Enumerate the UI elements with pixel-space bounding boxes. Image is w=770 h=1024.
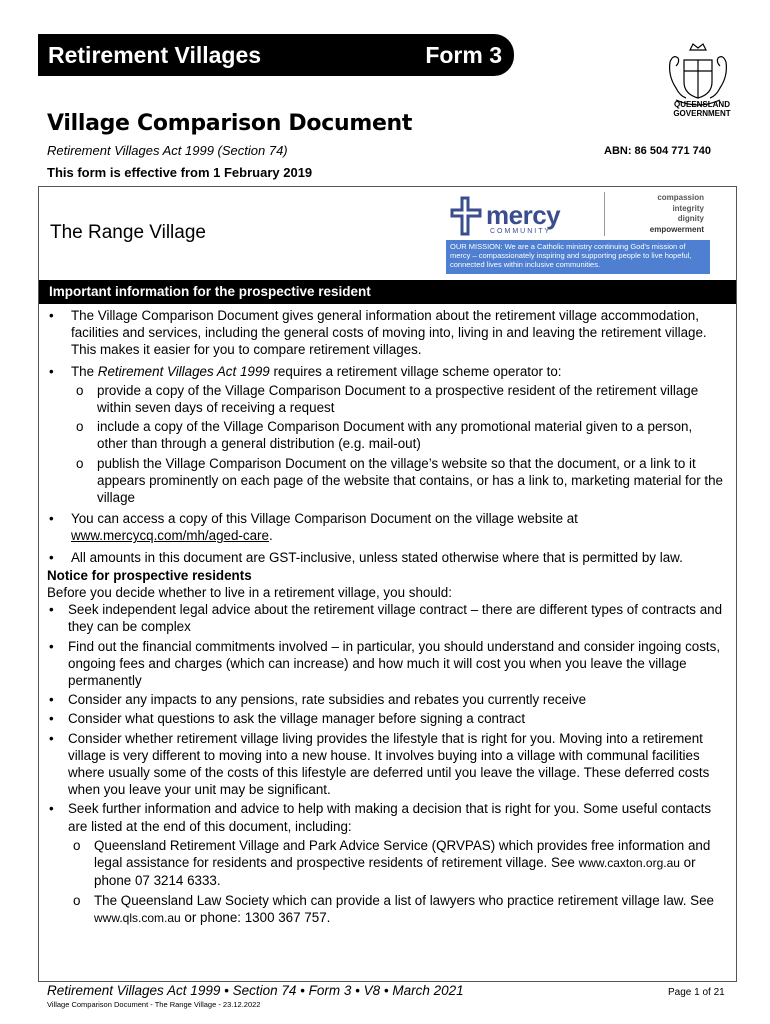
page-number: Page 1 of 21	[668, 987, 725, 998]
village-website-link[interactable]: www.mercycq.com/mh/aged-care	[71, 528, 269, 544]
sub-list-item: o provide a copy of the Village Comparison Document to a prospective resident of the retirement village within seven days of receiving a request	[71, 382, 725, 416]
section-body	[47, 307, 725, 929]
sub-list-item: o Queensland Retirement Village and Park Advice Service (QRVPAS) which provides free information and legal assistance for residents and prospective residents of retirement village. See www.caxton.org.au or phone 07 3214 6333.	[68, 837, 725, 890]
footer-reference: Retirement Villages Act 1999 • Section 74 • Form 3 • V8 • March 2021	[47, 983, 464, 998]
village-name: The Range Village	[50, 222, 206, 243]
mercy-logo	[446, 190, 712, 274]
logo-wordmark: mercy	[486, 200, 561, 230]
list-item: • All amounts in this document are GST-inclusive, unless stated otherwise where that is permitted by law.	[47, 549, 725, 566]
form-banner	[38, 34, 514, 76]
sub-list-item: o publish the Village Comparison Document on the village’s website so that the document, or a link to it appears prominently on each page of the website that contains, or has a link to, marketing material for the village	[71, 455, 725, 507]
mercy-cross-icon	[448, 196, 484, 236]
government-wordmark: QUEENSLAND GOVERNMENT	[673, 100, 731, 118]
banner-form-number: Form 3	[425, 41, 502, 68]
qls-link[interactable]: www.qls.com.au	[94, 910, 181, 925]
caxton-link[interactable]: www.caxton.org.au	[578, 856, 680, 871]
effective-date: This form is effective from 1 February 2019	[47, 165, 313, 180]
notice-heading: Notice for prospective residents	[47, 567, 252, 583]
notice-item: • Find out the financial commitments involved – in particular, you should understand and consider ingoing costs, ongoing fees and charges (which can increase) and how much it will cost you when you leave the village permanently	[47, 638, 725, 690]
sub-list-item: o The Queensland Law Society which can provide a list of lawyers who practice retirement village law. See www.qls.com.au or phone: 1300 367 757.	[68, 892, 725, 927]
notice-item: • Consider whether retirement village living provides the lifestyle that is right for you. Moving into a retirement village is very different to moving into a new house. It involves buying into a village with communal facilities where usually some of the costs of this lifestyle are deferred until you leave the village. These deferred costs when you leave your unit may be significant.	[47, 730, 725, 799]
banner-title: Retirement Villages	[48, 41, 262, 68]
sub-list-item: o include a copy of the Village Comparison Document with any promotional material given to a person, other than through a general distribution (e.g. mail-out)	[71, 418, 725, 452]
notice-item: • Consider any impacts to any pensions, rate subsidies and rebates you currently receive	[47, 691, 725, 708]
notice-item: • Seek further information and advice to help with making a decision that is right for you. Some useful contacts are listed at the end of this document, including: o Queensland Retirement Village and Park Advice Service (QRVPAS) which provides free information and legal assistance for residents and prospective residents of retirement village. See www.caxton.org.au or phone 07 3214 6333. o The Queensland Law Society which can provide a list of lawyers who practice retirement village law. See www.qls.com.au or phone: 1300 367 757.	[47, 800, 725, 926]
notice-item: • Consider what questions to ask the village manager before signing a contract	[47, 710, 725, 727]
list-item: • You can access a copy of this Village Comparison Document on the village website at www.mercycq.com/mh/aged-care.	[47, 510, 725, 544]
values-list: compassion integrity dignity empowerment	[649, 193, 704, 234]
logo-subtitle: COMMUNITY	[490, 228, 552, 235]
list-item: • The Retirement Villages Act 1999 requires a retirement village scheme operator to: o provide a copy of the Village Comparison Document to a prospective resident of the retirement village within seven days of receiving a request o include a copy of the Village Comparison Document with any promotional material given to a person, other than through a general distribution (e.g. mail-out) o publish the Village Comparison Document on the village’s website so that the document, or a link to it appears prominently on each page of the website that contains, or has a link to, marketing material for the village	[47, 363, 725, 507]
footer-document-id: Village Comparison Document - The Range Village - 23.12.2022	[47, 1000, 261, 1009]
list-item: • The Village Comparison Document gives general information about the retirement village accommodation, facilities and services, including the general costs of moving into, living in and leaving the retirement village. This makes it easier for you to compare retirement villages.	[47, 307, 725, 359]
notice-item: • Seek independent legal advice about the retirement village contract – there are different types of contracts and they can be complex	[47, 601, 725, 635]
logo-divider	[604, 192, 605, 236]
section-heading: Important information for the prospective resident	[39, 280, 736, 304]
abn-number: ABN: 86 504 771 740	[604, 145, 712, 157]
document-title: Village Comparison Document	[47, 111, 413, 136]
act-reference: Retirement Villages Act 1999 (Section 74)	[47, 143, 288, 158]
notice-intro: Before you decide whether to live in a retirement village, you should:	[47, 585, 452, 601]
mission-statement: OUR MISSION: We are a Catholic ministry continuing God's mission of mercy – compassionately inspiring and supporting people to live hopeful, connected lives within inclusive communities.	[446, 240, 710, 274]
